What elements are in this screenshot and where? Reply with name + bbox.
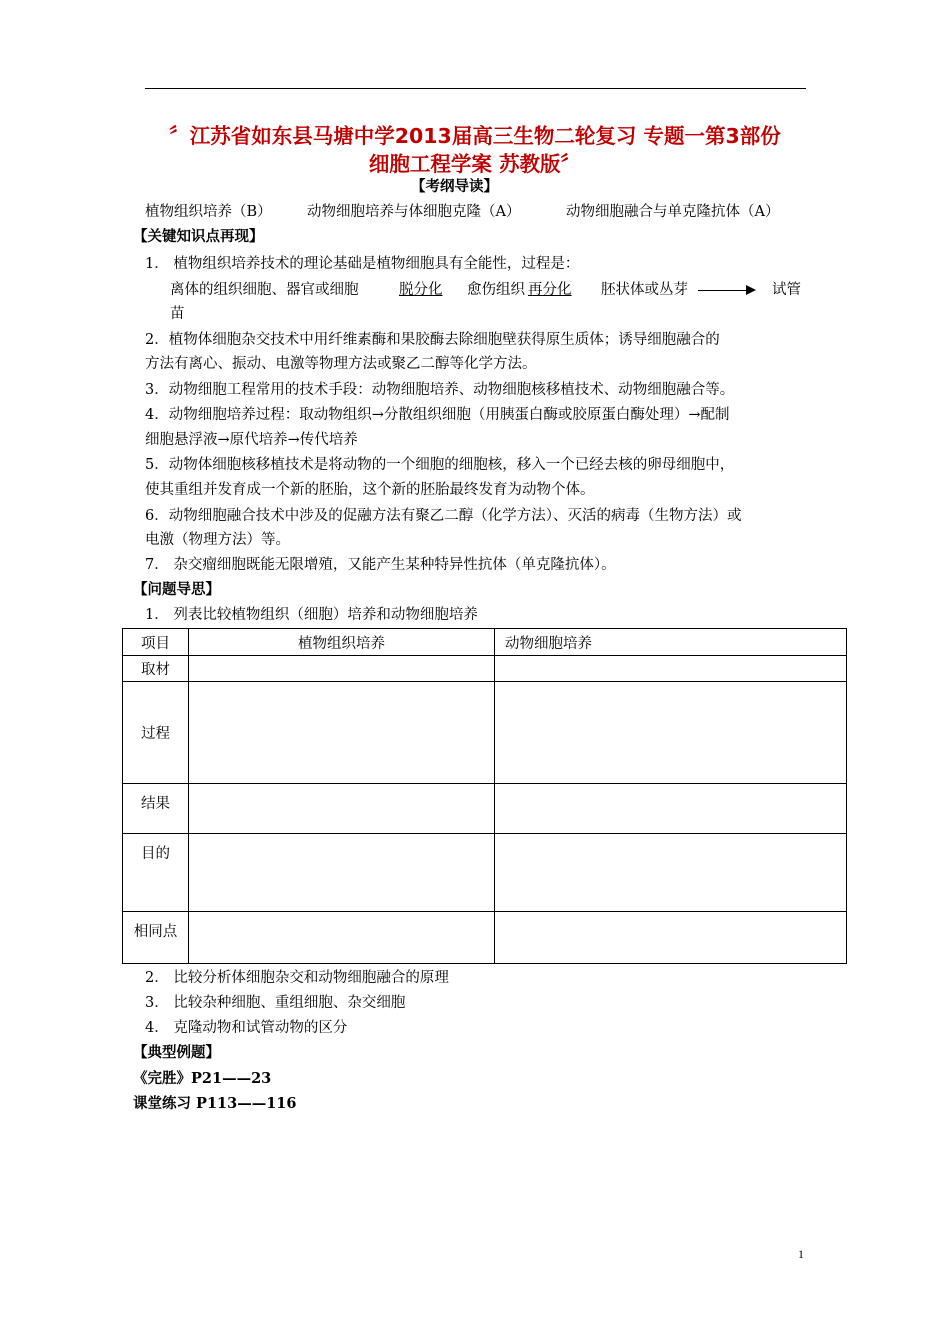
point-1-embryoid: 胚状体或丛芽 — [601, 282, 688, 298]
row-label-result: 结果 — [123, 784, 189, 834]
table-cell — [189, 912, 495, 964]
question-4: 4． 克隆动物和试管动物的区分 — [145, 1020, 348, 1036]
row-label-process: 过程 — [123, 682, 189, 784]
point-5-line-2: 使其重组并发育成一个新的胚胎，这个新的胚胎最终发育为动物个体。 — [145, 482, 595, 498]
arrow-right-icon — [746, 285, 756, 295]
point-1-dedifferentiation: 脱分化 — [399, 282, 443, 298]
table-cell — [495, 912, 847, 964]
table-row — [123, 784, 847, 834]
point-1-redifferentiation: 再分化 — [528, 282, 572, 298]
comparison-table — [122, 628, 847, 964]
question-2: 2． 比较分析体细胞杂交和动物细胞融合的原理 — [145, 970, 449, 986]
point-6-line-1: 6．动物细胞融合技术中涉及的促融方法有聚乙二醇（化学方法）、灭活的病毒（生物方法）或 — [145, 508, 742, 524]
table-row — [123, 834, 847, 912]
table-cell — [495, 682, 847, 784]
table-row — [123, 912, 847, 964]
point-6-line-2: 电激（物理方法）等。 — [145, 532, 290, 548]
title-line-1: 〞江苏省如东县马塘中学2013届高三生物二轮复习 专题一第3部份 — [169, 124, 781, 148]
question-3: 3． 比较杂种细胞、重组细胞、杂交细胞 — [145, 995, 406, 1011]
point-7: 7． 杂交瘤细胞既能无限增殖，又能产生某种特异性抗体（单克隆抗体）。 — [145, 557, 616, 573]
point-1-line-1: 1． 植物组织培养技术的理论基础是植物细胞具有全能性，过程是： — [145, 256, 580, 272]
outline-item-2: 动物细胞培养与体细胞克隆（A） — [307, 204, 521, 220]
title-line-2: 细胞工程学案 苏教版〞 — [368, 152, 582, 176]
questions-heading: 【问题导思】 — [133, 581, 220, 598]
page-number: 1 — [798, 1247, 804, 1261]
point-2-line-2: 方法有离心、振动、电激等物理方法或聚乙二醇等化学方法。 — [145, 356, 537, 372]
point-1-seedling: 苗 — [170, 306, 185, 322]
table-row — [123, 682, 847, 784]
table-header-animal: 动物细胞培养 — [495, 629, 847, 656]
table-cell — [495, 834, 847, 912]
table-header-plant: 植物组织培养 — [189, 629, 495, 656]
row-label-similarities: 相同点 — [123, 912, 189, 964]
arrow-line — [698, 290, 748, 291]
key-points-heading: 【关键知识点再现】 — [133, 228, 264, 245]
outline-heading: 【考纲导读】 — [411, 178, 498, 195]
row-label-purpose: 目的 — [123, 834, 189, 912]
table-header-row — [123, 629, 847, 656]
table-cell — [495, 656, 847, 682]
table-cell — [189, 834, 495, 912]
header-rule — [145, 88, 806, 89]
point-2-line-1: 2．植物体细胞杂交技术中用纤维素酶和果胶酶去除细胞壁获得原生质体；诱导细胞融合的 — [145, 332, 720, 348]
outline-item-1: 植物组织培养（B） — [145, 204, 272, 220]
point-3: 3．动物细胞工程常用的技术手段：动物细胞培养、动物细胞核移植技术、动物细胞融合等。 — [145, 382, 735, 398]
example-2: 课堂练习 P113——116 — [133, 1095, 297, 1112]
question-1: 1． 列表比较植物组织（细胞）培养和动物细胞培养 — [145, 607, 478, 623]
row-label-material: 取材 — [123, 656, 189, 682]
point-1-callus: 愈伤组织 — [467, 282, 525, 298]
outline-item-3: 动物细胞融合与单克隆抗体（A） — [566, 204, 780, 220]
point-1-test-tube: 试管 — [772, 282, 801, 298]
table-cell — [189, 656, 495, 682]
table-cell — [189, 682, 495, 784]
table-header-item: 项目 — [123, 629, 189, 656]
point-5-line-1: 5．动物体细胞核移植技术是将动物的一个细胞的细胞核，移入一个已经去核的卵母细胞中， — [145, 457, 735, 473]
table-cell — [495, 784, 847, 834]
point-4-line-1: 4．动物细胞培养过程：取动物组织→分散组织细胞（用胰蛋白酶或胶原蛋白酶处理）→配制 — [145, 407, 730, 423]
table-cell — [189, 784, 495, 834]
example-1: 《完胜》P21——23 — [133, 1070, 272, 1087]
point-4-line-2: 细胞悬浮液→原代培养→传代培养 — [145, 432, 358, 448]
examples-heading: 【典型例题】 — [133, 1044, 220, 1061]
table-row — [123, 656, 847, 682]
point-1-part-a: 离体的组织细胞、器官或细胞 — [170, 282, 359, 298]
